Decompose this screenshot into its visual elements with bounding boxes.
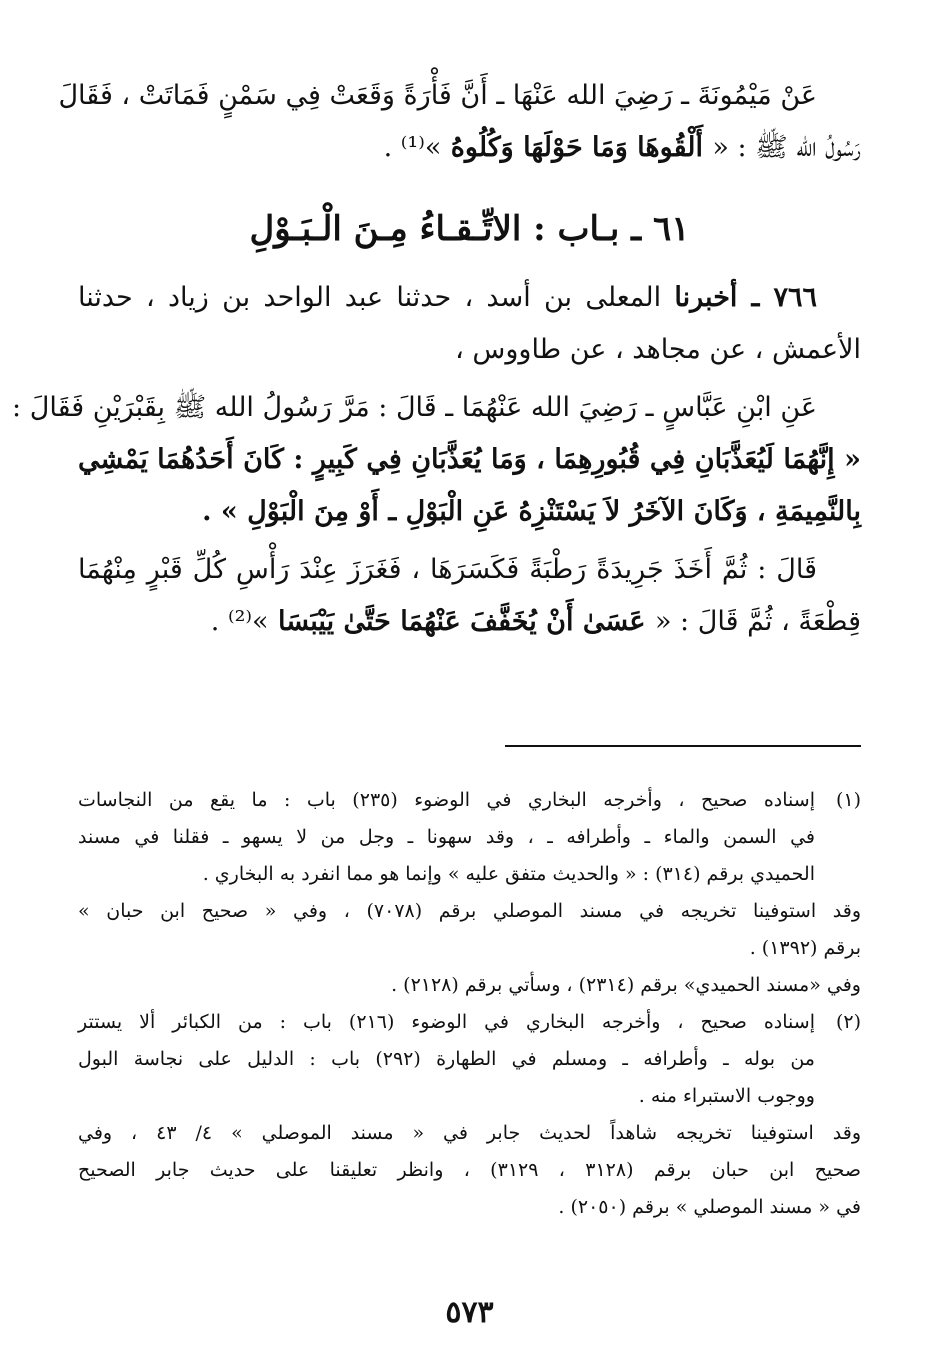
isnad-paragraph xyxy=(78,272,861,376)
footnote-divider xyxy=(505,745,861,747)
closing-paragraph xyxy=(78,544,861,648)
footnote-2 xyxy=(78,1004,861,1115)
footnote-number: (١) xyxy=(835,789,861,811)
footnote-line: من بوله ـ وأطرافه ـ ومسلم في الطهارة (٢٩٢) باب : الدليل على نجاسة البول xyxy=(78,1048,815,1070)
footnote-line: برقم (١٣٩٢) . xyxy=(749,937,861,959)
matn-line-1: عَنِ ابْنِ عَبَّاسٍ ـ رَضِيَ الله عَنْهُمَا ـ قَالَ : مَرَّ رَسُولُ الله ﷺ بِقَبْرَيْنِ فَقَالَ : xyxy=(12,392,817,423)
top-hadith-prophetic-words: أَلْقُوهَا وَمَا حَوْلَهَا وَكُلُوهُ xyxy=(441,132,713,163)
footnote-1 xyxy=(78,782,861,893)
closing-line-2-intro: قِطْعَةً ، ثُمَّ قَالَ : « xyxy=(654,606,861,637)
isnad-line-1-rest: المعلى بن أسد ، حدثنا عبد الواحد بن زياد ، حدثنا xyxy=(78,282,675,313)
closing-line-1: قَالَ : ثُمَّ أَخَذَ جَرِيدَةً رَطْبَةً فَكَسَرَهَا ، فَغَرَزَ عِنْدَ رَأْسِ كُلِّ قَبْرٍ مِنْهُمَا xyxy=(78,554,817,585)
top-hadith-line-2-end: »⁽¹⁾ . xyxy=(383,132,442,163)
footnote-line: إسناده صحيح ، وأخرجه البخاري في الوضوء (٢٣٥) باب : ما يقع من النجاسات xyxy=(78,789,815,811)
matn-paragraph xyxy=(12,382,861,538)
footnote-2-continuation xyxy=(78,1115,861,1226)
footnote-line: في السمن والماء ـ وأطرافه ـ ، وقد سهونا ـ وجل من لا يسهو ـ فقلنا في مسند xyxy=(78,826,815,848)
footnote-line: صحيح ابن حبان برقم (٣١٢٨ ، ٣١٢٩) ، وانظر تعليقنا على حديث جابر الصحيح xyxy=(78,1159,862,1181)
footnote-1-continuation xyxy=(78,893,861,1004)
footnote-line: وقد استوفينا تخريجه في مسند الموصلي برقم (٧٠٧٨) ، وفي « صحيح ابن حبان » xyxy=(78,900,861,922)
closing-line-2 xyxy=(78,596,861,648)
isnad-line-2: الأعمش ، عن مجاهد ، عن طاووس ، xyxy=(455,334,861,365)
matn-line-2: « إِنَّهُمَا لَيُعَذَّبَانِ فِي قُبُورِهِمَا ، وَمَا يُعَذَّبَانِ فِي كَبِيرٍ : كَانَ أَحَدُهُمَا يَمْشِي xyxy=(78,444,861,475)
closing-line-2-end: »⁽²⁾ . xyxy=(210,606,269,637)
footnote-line: وقد استوفينا تخريجه شاهداً لحديث جابر في « مسند الموصلي » ٤/ ٤٣ ، وفي xyxy=(78,1122,861,1144)
footnotes xyxy=(78,782,861,1226)
footnote-body xyxy=(78,782,815,893)
footnote-number: (٢) xyxy=(835,1011,861,1033)
footnote-line: في « مسند الموصلي » برقم (٢٠٥٠) . xyxy=(558,1196,861,1218)
isnad-line-1 xyxy=(78,272,861,324)
footnote-line: ووجوب الاستبراء منه . xyxy=(638,1085,815,1107)
top-hadith xyxy=(58,70,861,174)
top-hadith-line-2-intro: رَسُولُ الله ﷺ : « xyxy=(712,132,861,163)
closing-prophetic-words: عَسَىٰ أَنْ يُخَفَّفَ عَنْهُمَا حَتَّىٰ يَيْبَسَا xyxy=(268,606,655,637)
top-hadith-line-2 xyxy=(78,122,861,174)
matn-line-3: بِالنَّمِيمَةِ ، وَكَانَ الآخَرُ لاَ يَسْتَنْزِهُ عَنِ الْبَوْلِ ـ أَوْ مِنَ الْبَوْلِ » . xyxy=(202,496,861,527)
chapter-heading: ٦١ ـ بـاب : الاتِّـقـاءُ مِـنَ الْـبَـوْلِ xyxy=(249,209,690,249)
footnote-line: وفي «مسند الحميدي» برقم (٢٣١٤) ، وسأتي برقم (٢١٢٨) . xyxy=(391,974,861,996)
footnote-body xyxy=(78,1004,815,1115)
hadith-number: ٧٦٦ ـ أخبرنا xyxy=(674,282,817,313)
footnote-line: الحميدي برقم (٣١٤) : « والحديث متفق عليه » وإنما هو مما انفرد به البخاري . xyxy=(202,863,815,885)
top-hadith-line-1: عَنْ مَيْمُونَةَ ـ رَضِيَ الله عَنْهَا ـ أَنَّ فَأْرَةً وَقَعَتْ فِي سَمْنٍ فَمَاتَتْ ، فَقَالَ xyxy=(58,80,817,111)
page-number: ٥٧٣ xyxy=(445,1295,494,1330)
footnote-line: إسناده صحيح ، وأخرجه البخاري في الوضوء (٢١٦) باب : من الكبائر ألا يستتر xyxy=(78,1011,815,1033)
